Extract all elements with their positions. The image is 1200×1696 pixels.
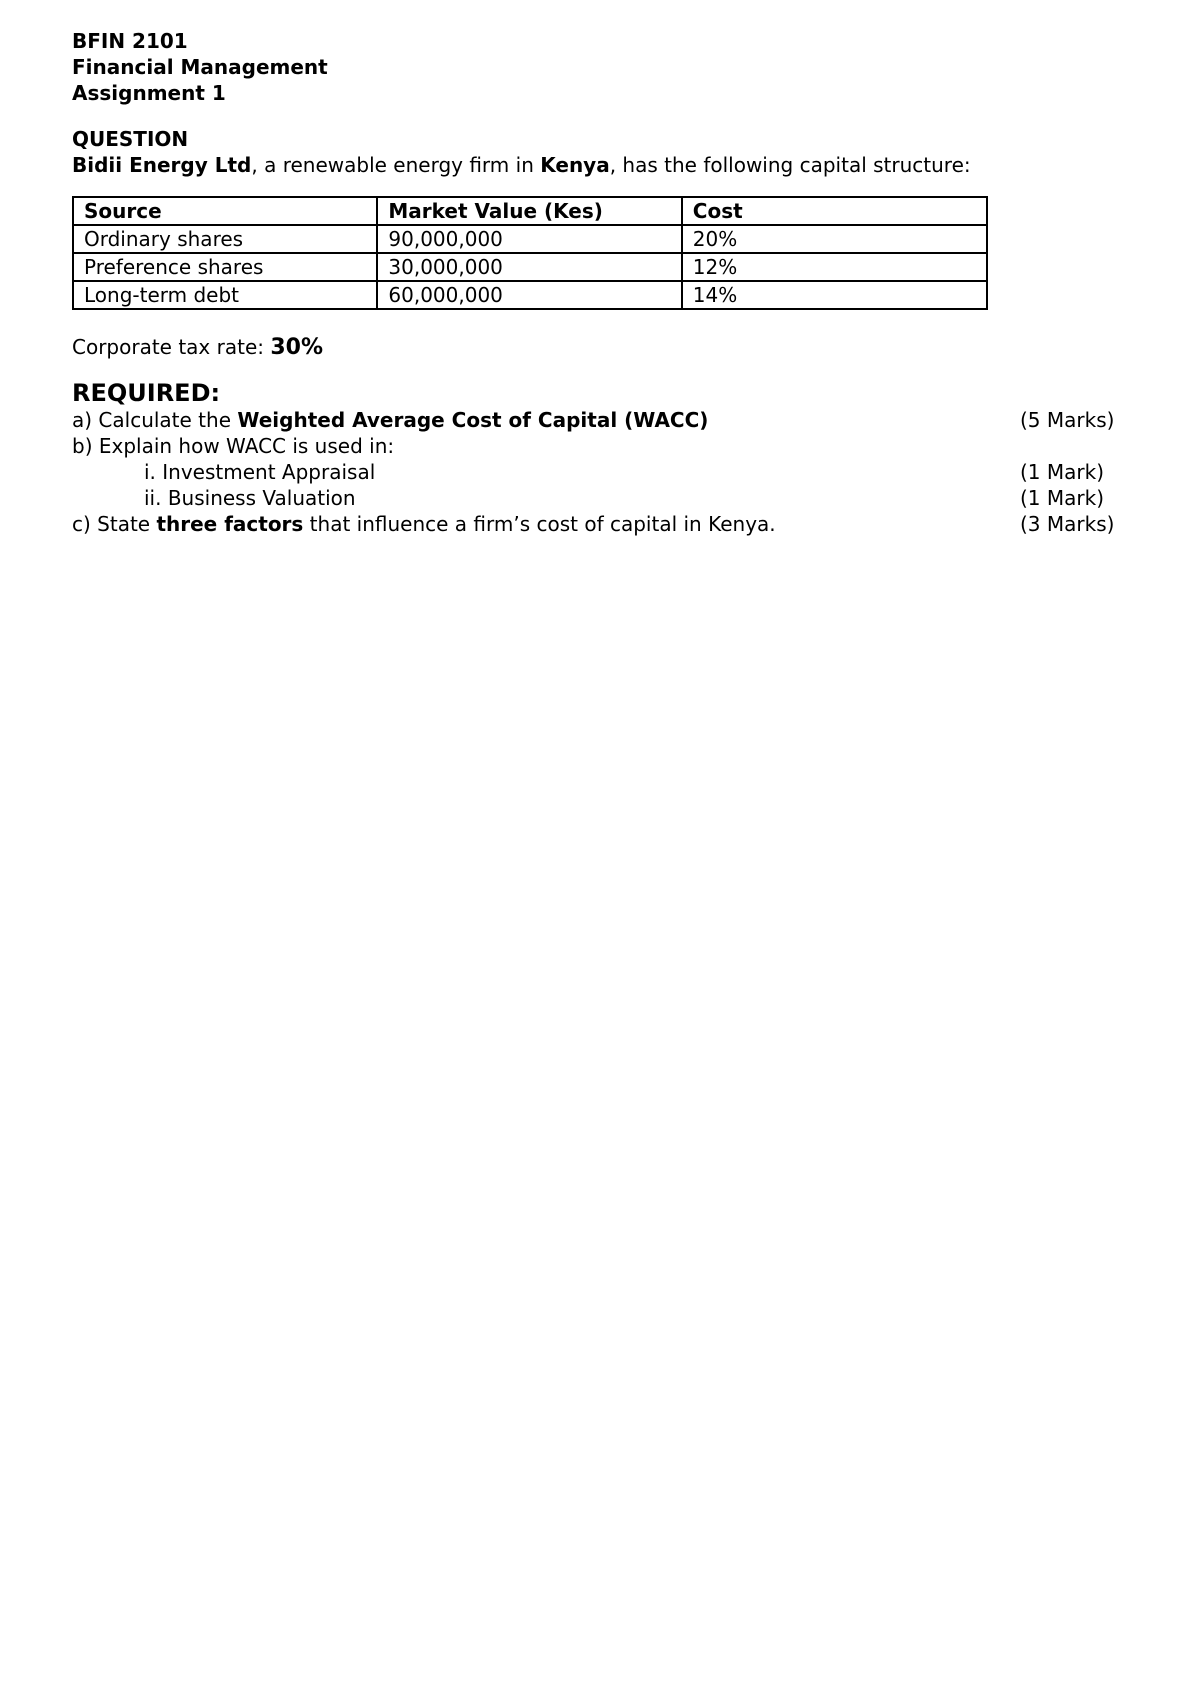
header-source: Source <box>73 197 377 225</box>
cell-cost: 12% <box>682 253 987 281</box>
tax-rate-line <box>72 334 1132 361</box>
required-title: REQUIRED: <box>72 379 221 407</box>
company-name: Bidii Energy Ltd <box>72 153 252 177</box>
requirement-b-ii <box>72 485 1132 511</box>
cell-cost: 14% <box>682 281 987 309</box>
requirement-b <box>72 433 1132 459</box>
requirement-a-text <box>72 407 708 433</box>
cell-source: Preference shares <box>73 253 377 281</box>
requirement-c-prefix: c) State <box>72 512 157 536</box>
course-name: Financial Management <box>72 55 328 79</box>
header-cost: Cost <box>682 197 987 225</box>
requirement-a-prefix: a) Calculate the <box>72 408 238 432</box>
intro-middle: , a renewable energy firm in <box>251 153 541 177</box>
course-code: BFIN 2101 <box>72 29 188 53</box>
requirement-a-bold: Weighted Average Cost of Capital (WACC) <box>237 408 709 432</box>
document-page <box>72 28 1132 537</box>
requirement-b-text: b) Explain how WACC is used in: <box>72 434 395 458</box>
tax-label: Corporate tax rate: <box>72 335 271 359</box>
cell-market-value: 90,000,000 <box>377 225 681 253</box>
assignment-title: Assignment 1 <box>72 81 226 105</box>
requirement-b-ii-marks: (1 Mark) <box>1020 486 1105 510</box>
tax-value: 30% <box>270 335 324 360</box>
table-row <box>73 281 987 309</box>
requirement-c <box>72 511 1132 537</box>
question-intro <box>72 152 1132 178</box>
requirement-b-i-text: i. Investment Appraisal <box>144 460 376 484</box>
requirement-c-text <box>72 511 776 537</box>
requirement-b-ii-text: ii. Business Valuation <box>144 486 356 510</box>
requirement-c-suffix: that influence a firm’s cost of capital in Kenya. <box>303 512 776 536</box>
intro-end: , has the following capital structure: <box>609 153 971 177</box>
requirement-c-bold: three factors <box>156 512 304 536</box>
table-row <box>73 253 987 281</box>
table-header-row <box>73 197 987 225</box>
question-title: QUESTION <box>72 127 189 151</box>
requirement-a <box>72 407 1132 433</box>
cell-source: Ordinary shares <box>73 225 377 253</box>
requirement-a-marks: (5 Marks) <box>1020 408 1115 432</box>
cell-market-value: 60,000,000 <box>377 281 681 309</box>
capital-structure-table <box>72 196 988 310</box>
requirement-b-i-marks: (1 Mark) <box>1020 460 1105 484</box>
cell-source: Long-term debt <box>73 281 377 309</box>
table-row <box>73 225 987 253</box>
cell-cost: 20% <box>682 225 987 253</box>
header-market-value: Market Value (Kes) <box>377 197 681 225</box>
requirement-b-i <box>72 459 1132 485</box>
country-name: Kenya <box>540 153 610 177</box>
requirement-c-marks: (3 Marks) <box>1020 512 1115 536</box>
cell-market-value: 30,000,000 <box>377 253 681 281</box>
